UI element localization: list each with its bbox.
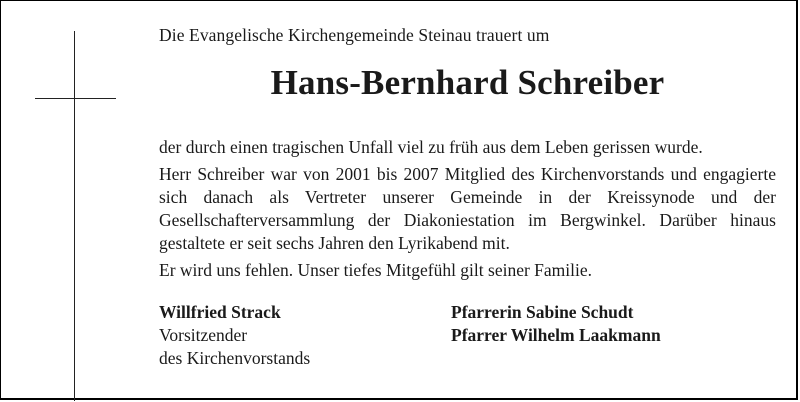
pastor-name-2: Pfarrer Wilhelm Laakmann: [451, 325, 661, 345]
signature-left: [159, 301, 310, 370]
signatory-role: Vorsitzender: [159, 325, 248, 345]
biography-text: Herr Schreiber war von 2001 bis 2007 Mitglied des Kirchenvorstands und engagierte sich danach als Vertreter unserer Gemeinde in der Kreissynode und der Gesellschafterversammlung der Diakoniestation im Bergwinkel. Darüber hinaus gestaltete er seit sechs Jahren den Lyrikabend mit.: [159, 164, 776, 253]
intro-text: Die Evangelische Kirchengemeinde Steinau trauert um: [159, 25, 550, 45]
cause-of-death-text: der durch einen tragischen Unfall viel zu früh aus dem Leben gerissen wurde.: [159, 137, 703, 157]
signature-right: [451, 301, 661, 347]
signatory-role-continued: des Kirchenvorstands: [159, 348, 311, 368]
pastor-name-1: Pfarrerin Sabine Schudt: [451, 302, 634, 322]
closing-text: Er wird uns fehlen. Unser tiefes Mitgefühl gilt seiner Familie.: [159, 260, 593, 280]
deceased-name: Hans-Bernhard Schreiber: [270, 63, 665, 102]
signatory-name: Willfried Strack: [159, 302, 281, 322]
obituary-body: [159, 136, 776, 282]
